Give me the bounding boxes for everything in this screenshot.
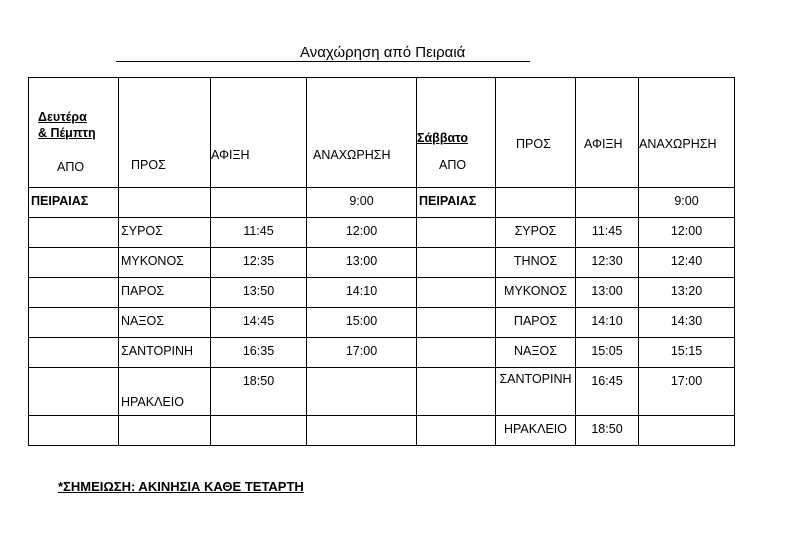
left-anax-cell — [307, 368, 417, 416]
left-afixi-label: ΑΦΙΞΗ — [211, 148, 250, 162]
right-pros-header — [496, 78, 576, 188]
page-title: Αναχώρηση από Πειραιά — [300, 44, 466, 61]
left-apo-cell — [29, 416, 119, 446]
left-apo-cell — [29, 278, 119, 308]
right-apo-label: ΑΠΟ — [439, 158, 467, 172]
left-afixi-cell: 13:50 — [211, 278, 307, 308]
left-pros-cell: ΠΑΡΟΣ — [119, 278, 211, 308]
left-pros-cell: ΣΑΝΤΟΡΙΝΗ — [119, 338, 211, 368]
right-pros-label: ΠΡΟΣ — [516, 137, 551, 151]
right-anax-header — [639, 78, 735, 188]
left-afixi-header — [211, 78, 307, 188]
right-anax-cell: 9:00 — [639, 188, 735, 218]
right-apo-header — [417, 78, 496, 188]
left-afixi-cell — [211, 416, 307, 446]
table-row — [29, 188, 735, 218]
left-day-label — [38, 109, 96, 141]
table-row — [29, 368, 735, 416]
left-apo-cell — [29, 338, 119, 368]
left-pros-header — [119, 78, 211, 188]
left-anax-cell — [307, 416, 417, 446]
left-pros-cell: ΗΡΑΚΛΕΙΟ — [119, 368, 211, 416]
left-afixi-cell: 14:45 — [211, 308, 307, 338]
table-row — [29, 248, 735, 278]
left-afixi-cell: 11:45 — [211, 218, 307, 248]
right-anax-cell: 12:00 — [639, 218, 735, 248]
table-row — [29, 416, 735, 446]
title-underline — [116, 61, 530, 62]
right-apo-cell — [417, 278, 496, 308]
left-apo-cell — [29, 368, 119, 416]
right-apo-cell — [417, 308, 496, 338]
right-pros-cell: ΜΥΚΟΝΟΣ — [496, 278, 576, 308]
left-anax-header — [307, 78, 417, 188]
right-afixi-label: ΑΦΙΞΗ — [584, 137, 623, 151]
right-afixi-cell: 14:10 — [576, 308, 639, 338]
right-anax-cell: 12:40 — [639, 248, 735, 278]
right-pros-cell: ΠΑΡΟΣ — [496, 308, 576, 338]
right-anax-cell — [639, 416, 735, 446]
right-afixi-cell: 13:00 — [576, 278, 639, 308]
right-pros-cell: ΝΑΞΟΣ — [496, 338, 576, 368]
left-apo-cell — [29, 248, 119, 278]
right-pros-cell — [496, 188, 576, 218]
left-anax-cell: 9:00 — [307, 188, 417, 218]
right-apo-cell — [417, 368, 496, 416]
header-row — [29, 78, 735, 188]
table-row — [29, 218, 735, 248]
left-apo-header — [29, 78, 119, 188]
left-apo-cell — [29, 218, 119, 248]
left-pros-cell — [119, 188, 211, 218]
right-afixi-cell: 16:45 — [576, 368, 639, 416]
right-anax-cell: 17:00 — [639, 368, 735, 416]
left-apo-cell — [29, 308, 119, 338]
right-apo-cell — [417, 218, 496, 248]
left-anax-cell: 17:00 — [307, 338, 417, 368]
right-apo-cell — [417, 248, 496, 278]
left-anax-cell: 15:00 — [307, 308, 417, 338]
table-row — [29, 278, 735, 308]
left-afixi-cell: 12:35 — [211, 248, 307, 278]
left-anax-label: ΑΝΑΧΩΡΗΣΗ — [313, 148, 391, 162]
left-apo-cell: ΠΕΙΡΑΙΑΣ — [29, 188, 119, 218]
schedule-table — [28, 77, 735, 446]
right-pros-cell: ΣΑΝΤΟΡΙΝΗ — [496, 368, 576, 416]
right-pros-cell: ΤΗΝΟΣ — [496, 248, 576, 278]
left-pros-cell: ΜΥΚΟΝΟΣ — [119, 248, 211, 278]
left-afixi-cell — [211, 188, 307, 218]
left-day-line-2: & Πέμπτη — [38, 126, 96, 140]
right-afixi-cell: 12:30 — [576, 248, 639, 278]
right-pros-cell: ΗΡΑΚΛΕΙΟ — [496, 416, 576, 446]
right-anax-cell: 15:15 — [639, 338, 735, 368]
right-apo-cell — [417, 416, 496, 446]
right-apo-cell: ΠΕΙΡΑΙΑΣ — [417, 188, 496, 218]
right-pros-cell: ΣΥΡΟΣ — [496, 218, 576, 248]
note: *ΣΗΜΕΙΩΣΗ: ΑΚΙΝΗΣΙΑ ΚΑΘΕ ΤΕΤΑΡΤΗ — [58, 479, 304, 494]
left-pros-label: ΠΡΟΣ — [131, 158, 166, 172]
left-pros-cell: ΝΑΞΟΣ — [119, 308, 211, 338]
right-anax-cell: 14:30 — [639, 308, 735, 338]
right-day-label: Σάββατο — [417, 131, 468, 145]
left-pros-cell: ΣΥΡΟΣ — [119, 218, 211, 248]
right-afixi-cell: 15:05 — [576, 338, 639, 368]
right-afixi-header — [576, 78, 639, 188]
left-afixi-cell: 18:50 — [211, 368, 307, 416]
right-afixi-cell: 11:45 — [576, 218, 639, 248]
right-anax-cell: 13:20 — [639, 278, 735, 308]
table-row — [29, 308, 735, 338]
left-anax-cell: 12:00 — [307, 218, 417, 248]
right-afixi-cell: 18:50 — [576, 416, 639, 446]
right-afixi-cell — [576, 188, 639, 218]
left-anax-cell: 14:10 — [307, 278, 417, 308]
right-apo-cell — [417, 338, 496, 368]
right-anax-label: ΑΝΑΧΩΡΗΣΗ — [639, 137, 717, 151]
left-apo-label: ΑΠΟ — [57, 160, 85, 174]
table-row — [29, 338, 735, 368]
left-afixi-cell: 16:35 — [211, 338, 307, 368]
left-day-line-1: Δευτέρα — [38, 110, 87, 124]
left-anax-cell: 13:00 — [307, 248, 417, 278]
left-pros-cell — [119, 416, 211, 446]
